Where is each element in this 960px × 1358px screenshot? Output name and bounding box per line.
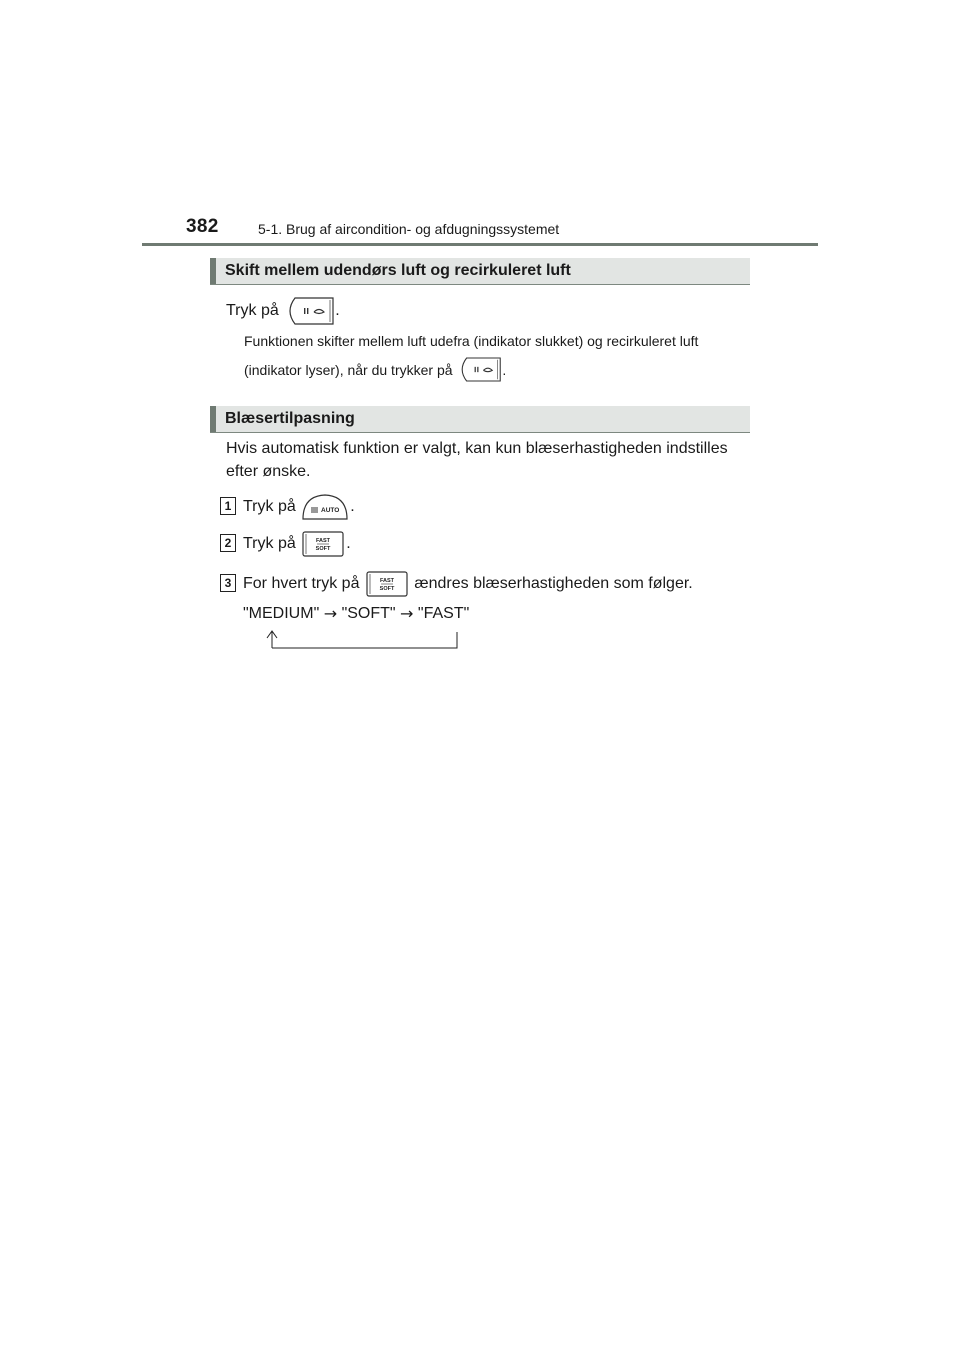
step-period: .: [346, 535, 351, 552]
step-period: .: [350, 498, 355, 515]
recirculation-button-icon: [456, 356, 502, 383]
step-3: [243, 570, 693, 598]
sequence-medium: "MEDIUM": [243, 605, 320, 622]
intro-line-2: efter ønske.: [226, 463, 311, 480]
soft-label: SOFT: [379, 586, 395, 592]
running-header: 5-1. Brug af aircondition- og afdugningssystemet: [258, 221, 560, 237]
arrow-icon: →: [400, 604, 414, 623]
instruction-text: Tryk på: [226, 302, 284, 319]
step-1: [243, 493, 355, 521]
section-accent: [210, 406, 216, 432]
soft-label: SOFT: [315, 546, 331, 552]
step-number: 3: [220, 574, 236, 592]
recirculation-button-icon: [283, 296, 335, 326]
fast-soft-button-icon: [300, 530, 346, 558]
fast-soft-button-icon: [364, 570, 410, 598]
note-line-2: [244, 356, 506, 383]
section-heading-fan-adjustment: [210, 406, 750, 433]
fast-label: FAST: [379, 578, 394, 584]
instruction-period: .: [335, 302, 340, 319]
page-number: 382: [186, 216, 219, 237]
intro-line-1: Hvis automatisk funktion er valgt, kan kun blæserhastigheden indstilles: [226, 440, 728, 457]
step-text: For hvert tryk på: [243, 575, 364, 592]
fan-speed-sequence: [243, 603, 469, 625]
note-line-1: Funktionen skifter mellem luft udefra (indikator slukket) og recirkuleret luft: [244, 333, 699, 349]
auto-fan-button-icon: [300, 493, 350, 521]
section-title: Skift mellem udendørs luft og recirkuleret luft: [225, 262, 571, 279]
step-number: 1: [220, 497, 236, 515]
step-text: Tryk på: [243, 498, 301, 515]
arrow-icon: →: [323, 604, 338, 623]
step-text-continued: ændres blæserhastigheden som følger.: [409, 575, 693, 592]
sequence-fast: "FAST": [417, 605, 470, 622]
sequence-soft: "SOFT": [341, 605, 396, 622]
auto-label: AUTO: [321, 507, 340, 514]
note-period: .: [502, 361, 507, 378]
section-title: Blæsertilpasning: [225, 410, 355, 427]
step-text: Tryk på: [243, 535, 301, 552]
step-number: 2: [220, 534, 236, 552]
note-text: (indikator lyser), når du trykker på: [244, 361, 457, 378]
cycle-return-arrow: [262, 628, 466, 652]
step-2: [243, 530, 351, 558]
section-accent: [210, 258, 216, 284]
section-heading-air-recirculation: [210, 258, 750, 285]
header-rule: [142, 243, 818, 246]
fast-label: FAST: [316, 538, 331, 544]
instruction-line: [226, 296, 340, 326]
